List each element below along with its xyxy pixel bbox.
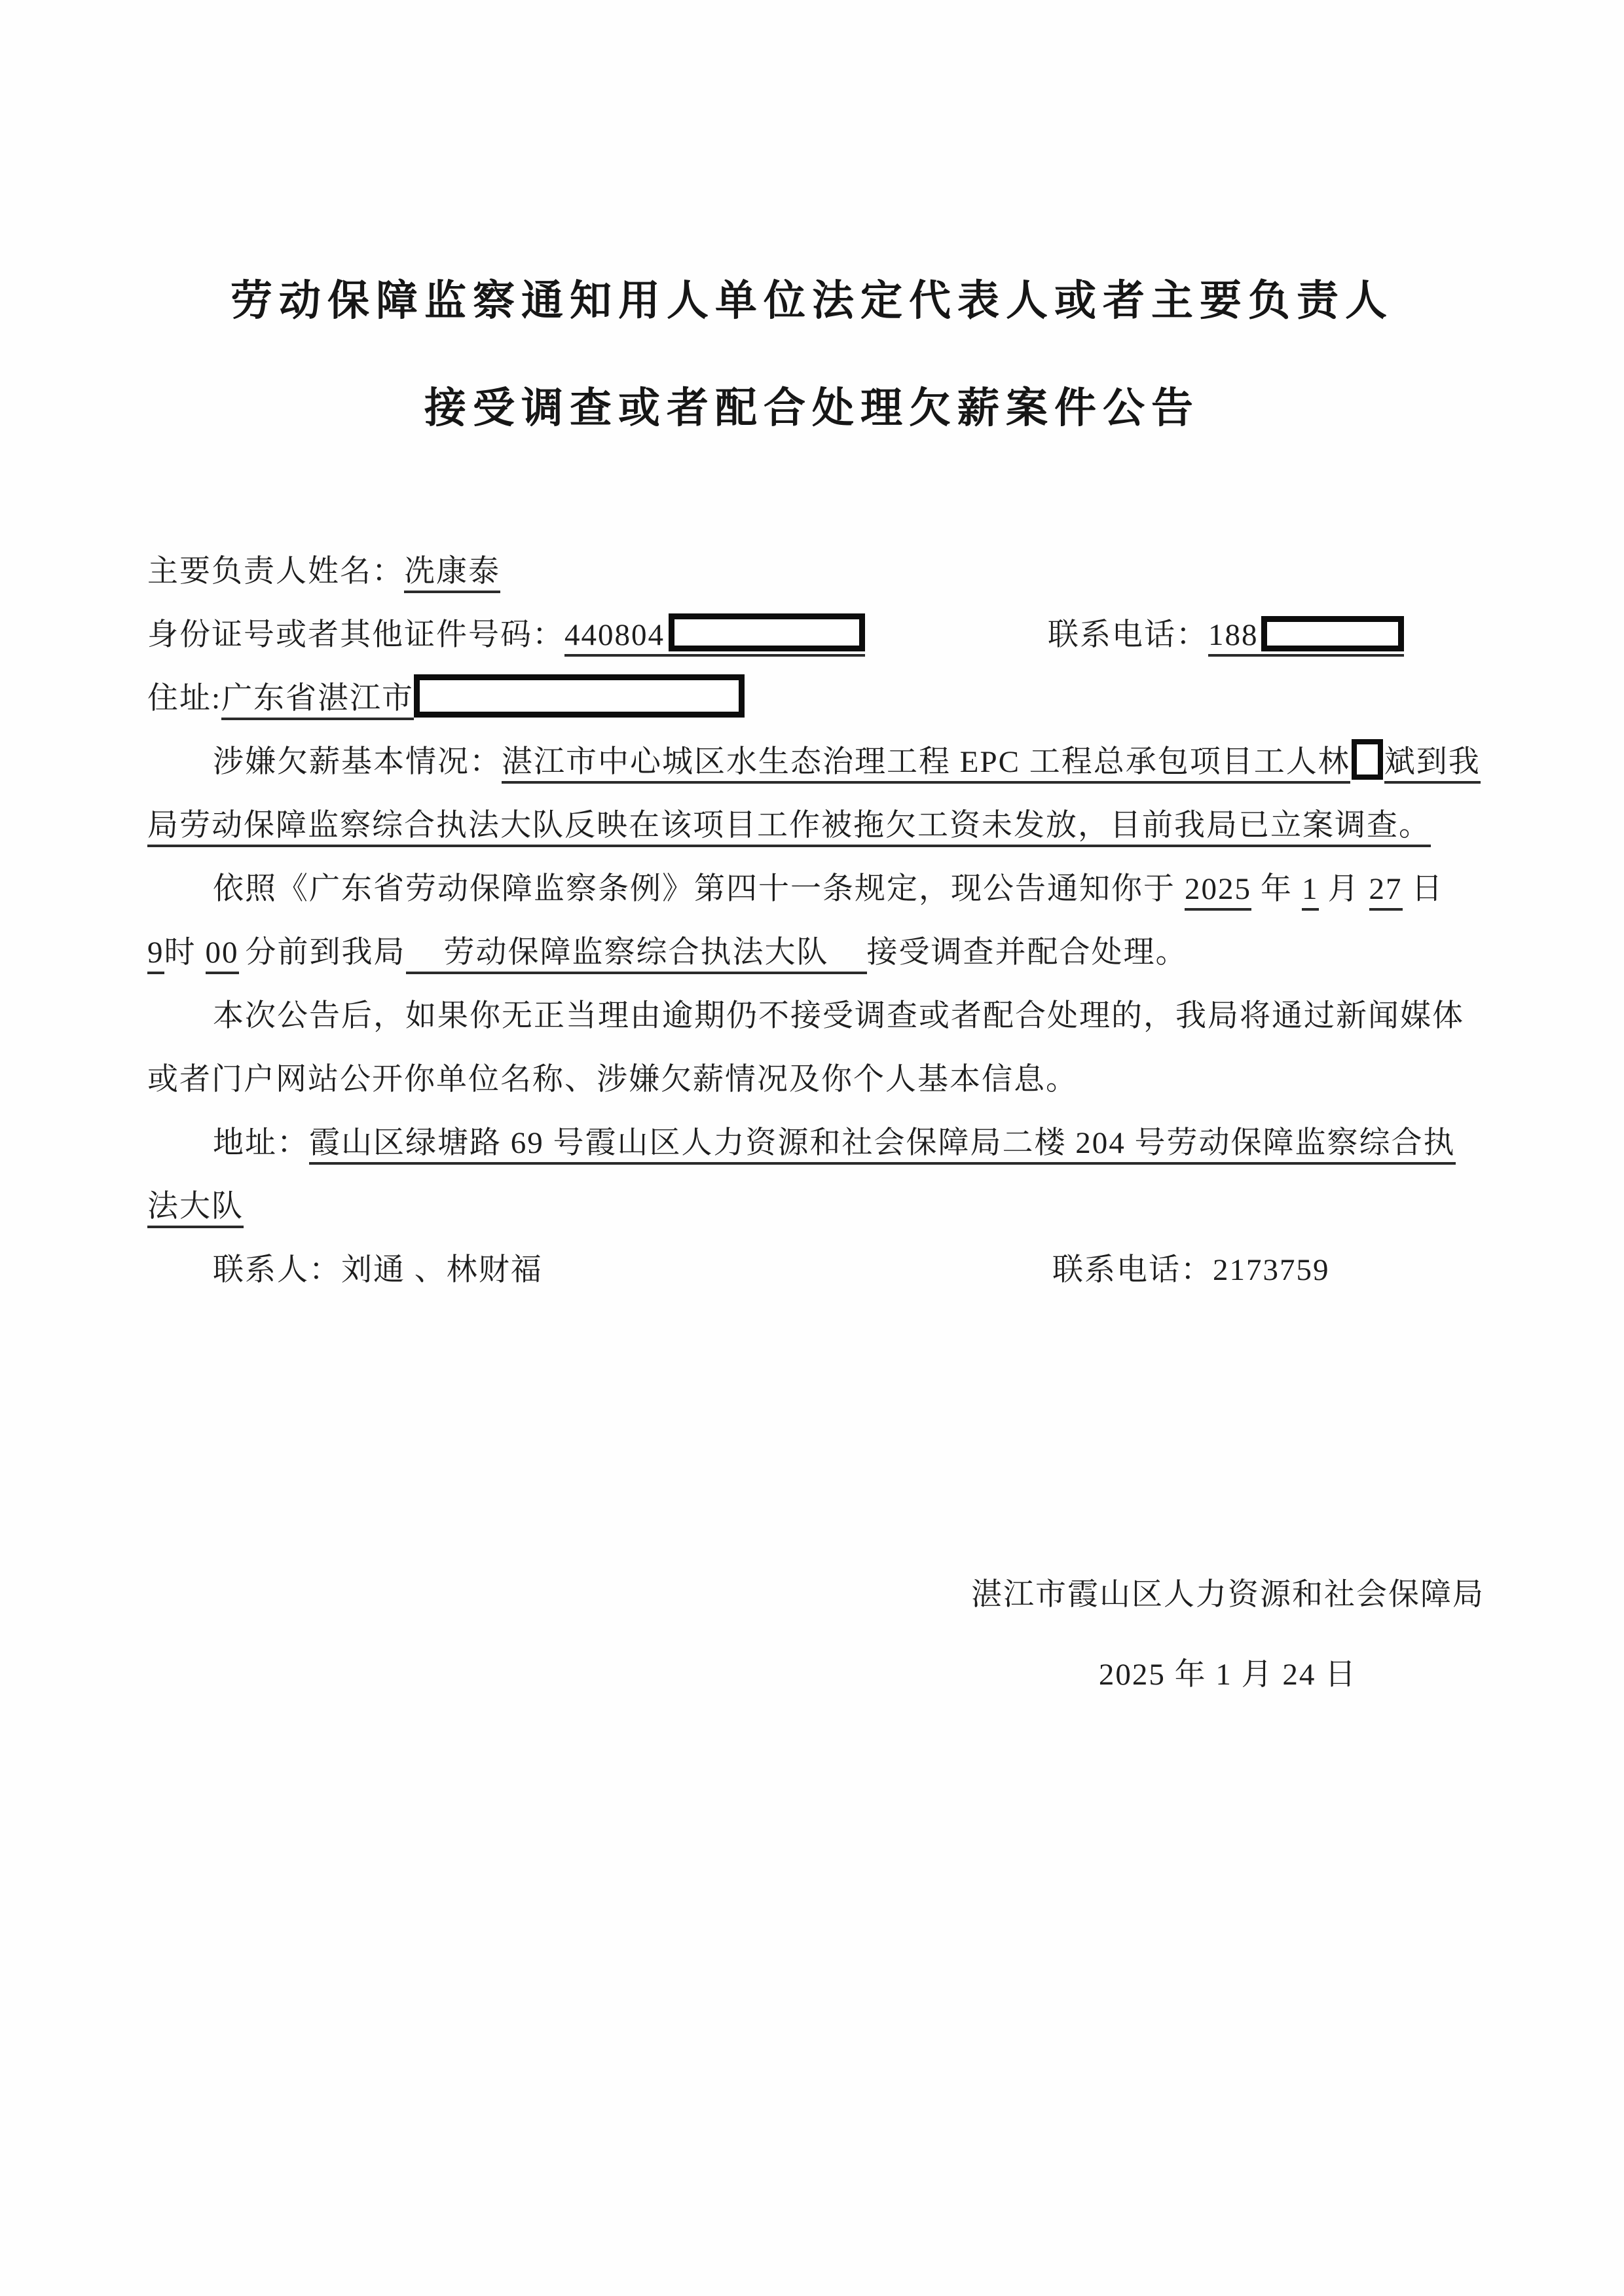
notice-paragraph-line2 — [147, 921, 1480, 985]
id-value-group — [564, 618, 865, 657]
contact-phone-group — [987, 1239, 1330, 1302]
case-line1-after: 斌到我 — [1384, 745, 1481, 784]
page-title-line1: 劳动保障监察通知用人单位法定代表人或者主要负责人 — [231, 277, 1393, 324]
notice-pre-text: 依照《广东省劳动保障监察条例》第四十一条规定，现公告通知你于 — [213, 872, 1175, 906]
notice-year-unit: 年 — [1261, 872, 1293, 906]
phone-value: 188 — [1208, 618, 1259, 652]
name-value: 冼康泰 — [404, 555, 500, 593]
notice-minute-unit: 分前到我局 — [245, 936, 406, 970]
notice-year: 2025 — [1185, 872, 1251, 911]
warning-paragraph-line1: 本次公告后，如果你无正当理由逾期仍不接受调查或者配合处理的，我局将通过新闻媒体 — [213, 999, 1464, 1033]
issue-date: 2025 年 1 月 24 日 — [1098, 1658, 1357, 1692]
page-title-line2: 接受调查或者配合处理欠薪案件公告 — [424, 384, 1200, 431]
field-row-address — [147, 667, 1480, 731]
case-paragraph-line1 — [147, 731, 1480, 794]
notice-day-unit: 日 — [1411, 872, 1444, 906]
notice-month-unit: 月 — [1327, 872, 1360, 906]
redaction-box-name-char — [1352, 739, 1383, 780]
case-paragraph-line2 — [147, 794, 1480, 858]
redaction-box-phone — [1261, 616, 1404, 651]
case-label: 涉嫌欠薪基本情况： — [213, 745, 502, 779]
notice-hour: 9 — [147, 936, 164, 974]
office-address-label: 地址： — [213, 1126, 309, 1160]
contact-value: 刘通 、林财福 — [341, 1253, 543, 1287]
field-row-id-phone — [147, 604, 1480, 667]
notice-minute: 00 — [206, 936, 239, 974]
notice-body — [147, 540, 1480, 1302]
office-address-line1-text: 霞山区绿塘路 69 号霞山区人力资源和社会保障局二楼 204 号劳动保障监察综合执 — [309, 1126, 1456, 1165]
phone-field-group — [1048, 604, 1404, 667]
notice-day: 27 — [1369, 872, 1403, 911]
contact-row — [147, 1239, 1480, 1302]
redaction-box-id — [669, 613, 865, 651]
warning-paragraph-line2: 或者门户网站公开你单位名称、涉嫌欠薪情况及你个人基本信息。 — [147, 1063, 1078, 1097]
contact-phone-label: 联系电话： — [1052, 1253, 1213, 1287]
case-line2-text: 局劳动保障监察综合执法大队反映在该项目工作被拖欠工资未发放，目前我局已立案调查。 — [147, 809, 1431, 847]
notice-post-text: 接受调查并配合处理。 — [866, 936, 1188, 970]
notice-month: 1 — [1302, 872, 1319, 911]
address-value: 广东省湛江市 — [221, 682, 414, 720]
office-address-line2 — [147, 1175, 1480, 1239]
notice-hour-unit: 时 — [164, 936, 196, 970]
contact-phone-value: 2173759 — [1213, 1253, 1330, 1287]
case-line1-text: 湛江市中心城区水生态治理工程 EPC 工程总承包项目工人林 — [502, 745, 1350, 784]
notice-paragraph-line1 — [147, 858, 1480, 921]
id-label: 身份证号或者其他证件号码： — [147, 618, 564, 652]
address-label: 住址: — [147, 682, 222, 716]
issuer-name: 湛江市霞山区人力资源和社会保障局 — [971, 1578, 1485, 1612]
id-value: 440804 — [564, 618, 665, 652]
phone-value-group — [1208, 618, 1404, 657]
field-row-name — [147, 540, 1480, 604]
name-label: 主要负责人姓名： — [147, 555, 404, 589]
notice-office: 劳动保障监察综合执法大队 — [406, 936, 867, 974]
office-address-line2-text: 法大队 — [147, 1190, 244, 1228]
redaction-box-address — [414, 674, 745, 718]
phone-label: 联系电话： — [1048, 618, 1208, 652]
contact-label: 联系人： — [213, 1253, 341, 1287]
office-address-line1 — [147, 1112, 1480, 1175]
